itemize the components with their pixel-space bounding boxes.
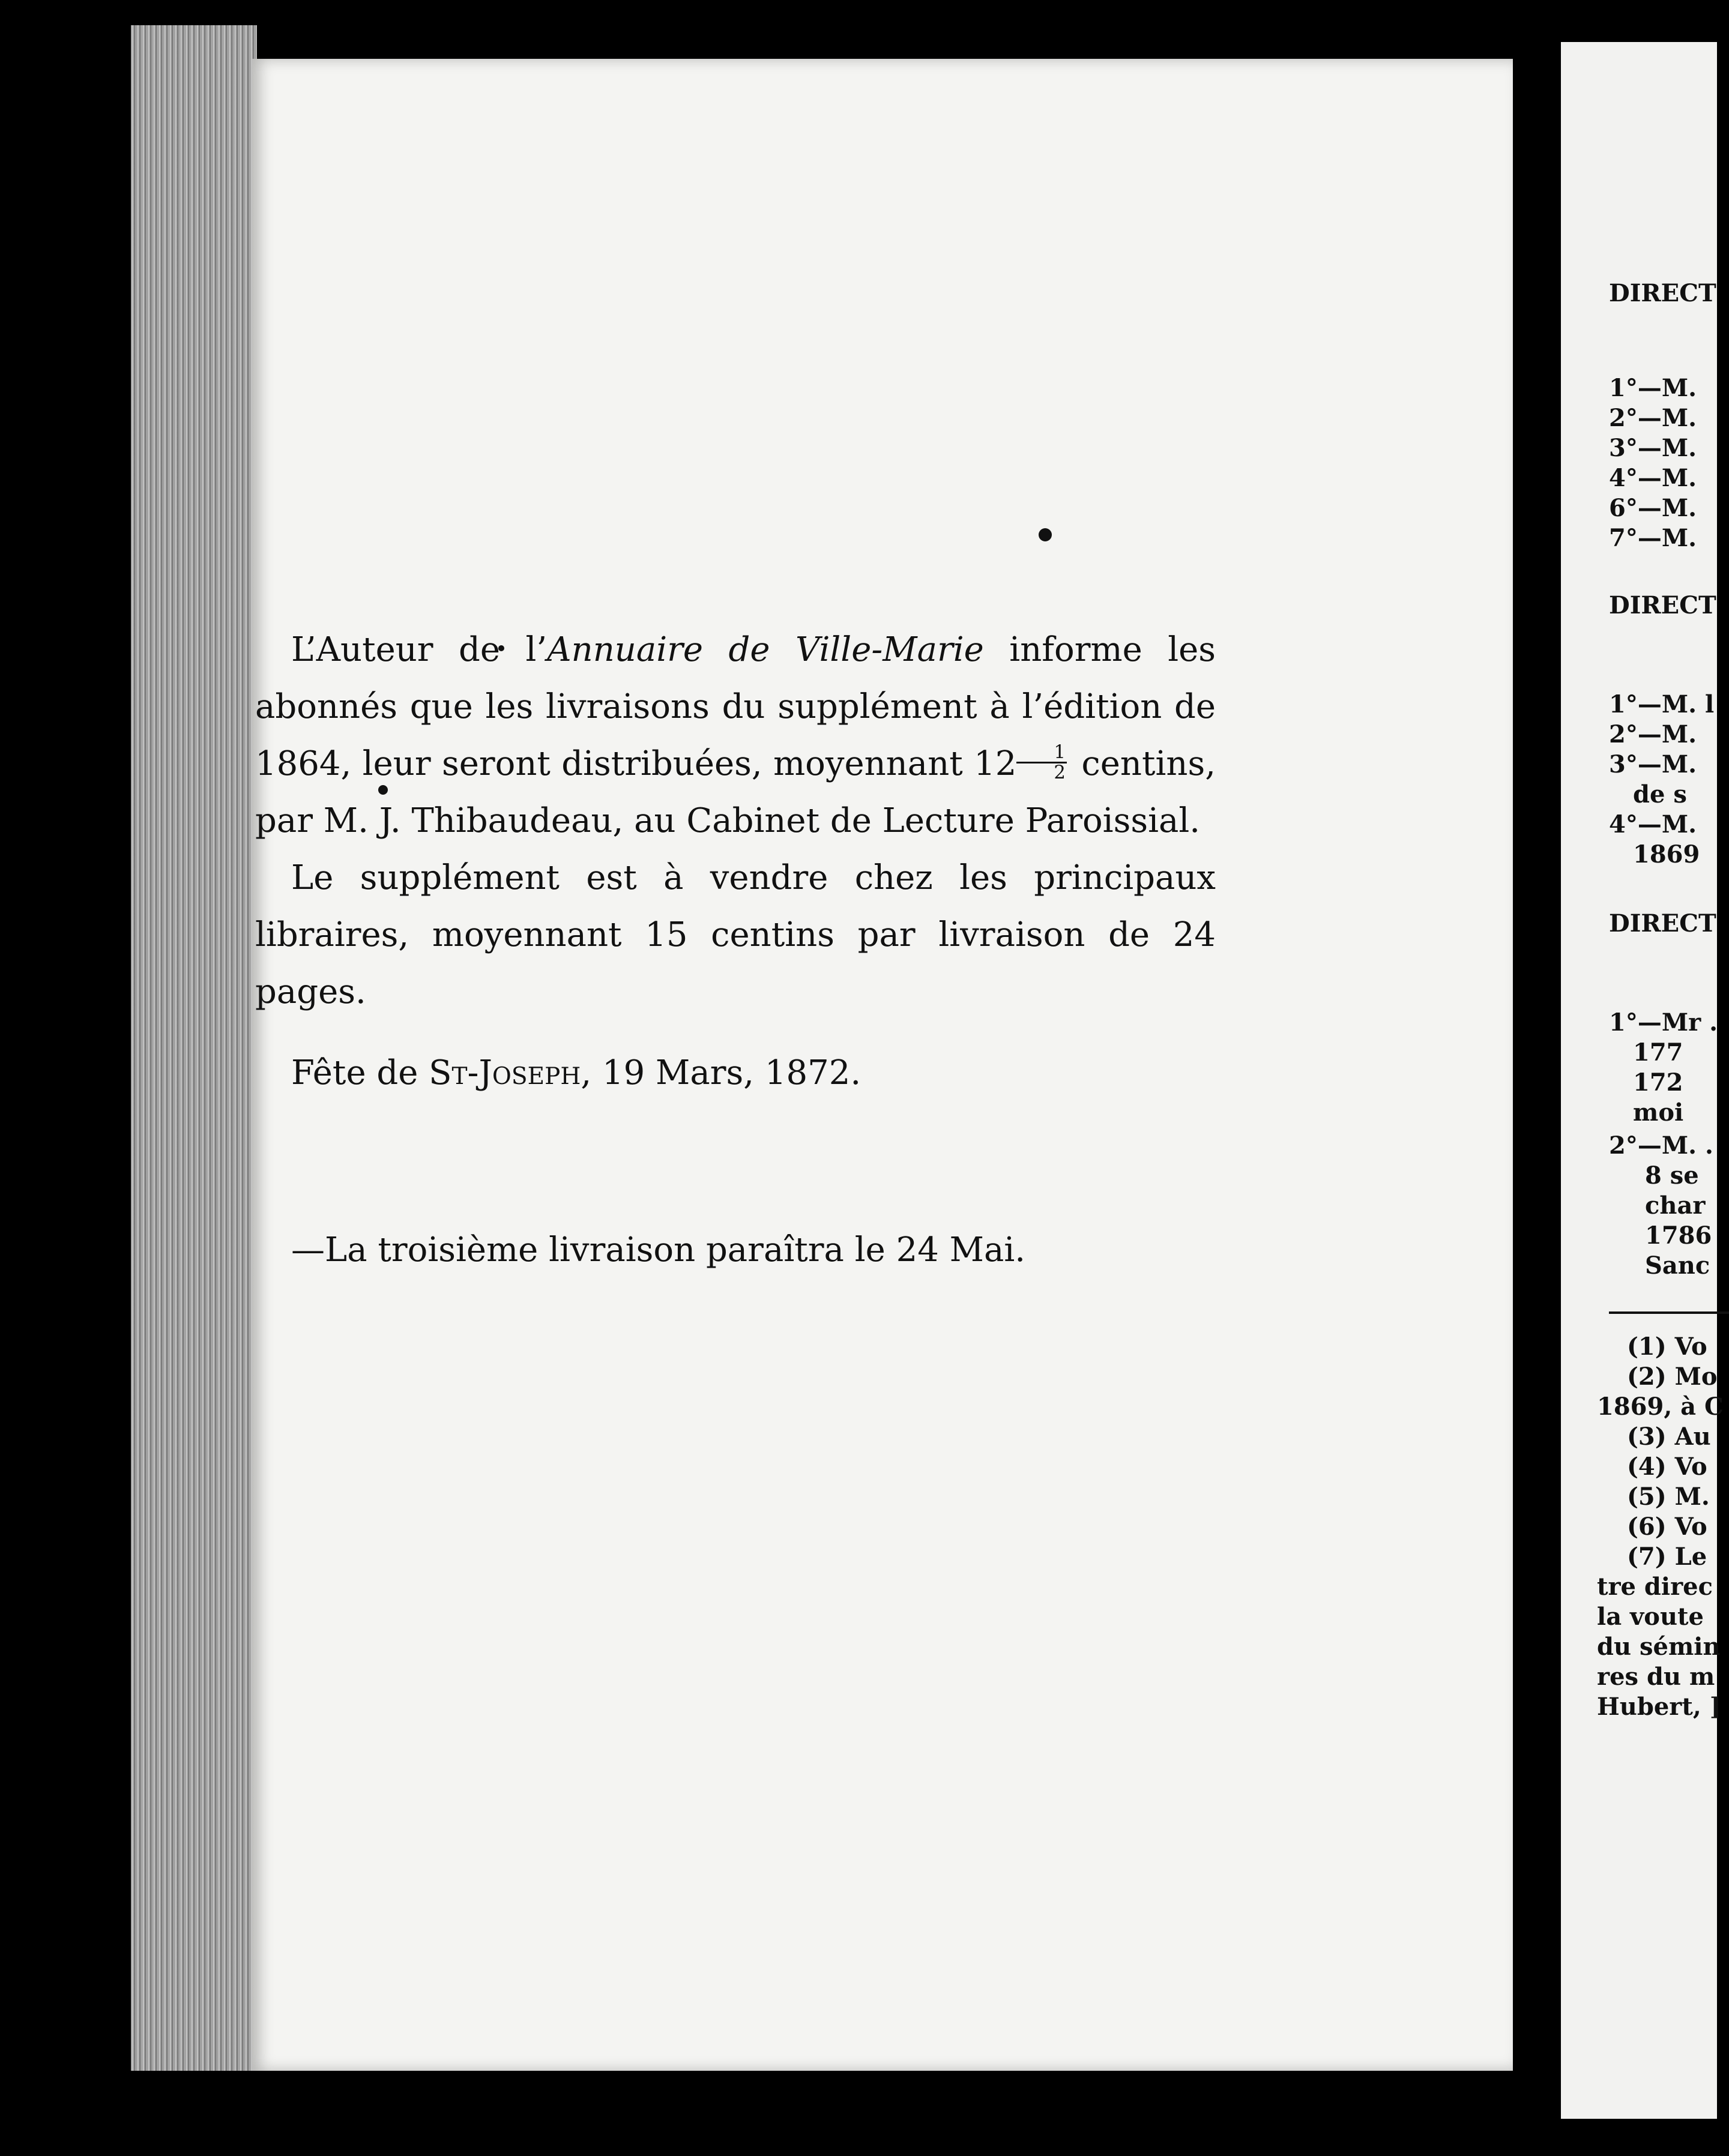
footnote-rule bbox=[1609, 1311, 1729, 1314]
para1-text-a: L’Auteur de l’ bbox=[291, 630, 548, 669]
dateline-date: , 19 Mars, 1872. bbox=[581, 1053, 861, 1092]
footnote-line: la voute bbox=[1597, 1603, 1704, 1631]
footnote-line: du sémin bbox=[1597, 1633, 1721, 1661]
annuaire-title: Annuaire de Ville-Marie bbox=[547, 630, 984, 669]
page-block-edge bbox=[131, 25, 257, 2071]
right-line: 2°—M. . bbox=[1609, 1131, 1713, 1160]
right-line: Sanc bbox=[1645, 1251, 1710, 1280]
footnote-line: (5) M. bbox=[1627, 1483, 1710, 1511]
right-line: 1°—M. l bbox=[1609, 690, 1715, 718]
right-line: DIRECT bbox=[1609, 279, 1716, 307]
footnote-line: (6) Vo bbox=[1627, 1513, 1707, 1541]
right-line: char bbox=[1645, 1191, 1706, 1220]
ink-speck bbox=[1039, 528, 1052, 541]
footnote-line: (3) Au bbox=[1627, 1423, 1711, 1451]
para1-text-c: centins, par M. J. Thibaudeau, au Cabinet de Lecture Paroissial. bbox=[255, 744, 1216, 840]
footnote-line: (4) Vo bbox=[1627, 1453, 1707, 1481]
paragraph-subscribers bbox=[255, 621, 1216, 849]
right-line: 1786 bbox=[1645, 1221, 1712, 1250]
footnote-line: Hubert, ] bbox=[1597, 1693, 1721, 1721]
dateline-prefix: Fête de bbox=[291, 1053, 429, 1092]
saint-name: St-Joseph bbox=[429, 1053, 581, 1092]
right-line: 4°—M. bbox=[1609, 464, 1697, 492]
footnote-line: tre direc bbox=[1597, 1573, 1713, 1601]
right-line: 1869 bbox=[1633, 840, 1700, 869]
dateline bbox=[255, 1044, 1216, 1101]
right-line: 8 se bbox=[1645, 1161, 1699, 1190]
notice-text-block bbox=[255, 621, 1216, 1278]
para1-text-b: informe les abonnés que les livraisons du supplément à l’édition de 1864, leur seront distribuées, moyennant bbox=[255, 630, 1216, 783]
fraction-denominator: 2 bbox=[1054, 762, 1066, 784]
footnote-line: (1) Vo bbox=[1627, 1332, 1707, 1361]
right-page-fragment bbox=[1561, 42, 1724, 2119]
footnote-line: res du m bbox=[1597, 1663, 1715, 1691]
third-issue-notice: —La troisième livraison paraîtra le 24 Mai. bbox=[291, 1230, 1026, 1269]
price-fraction bbox=[1016, 743, 1067, 782]
right-line: 2°—M. bbox=[1609, 720, 1697, 748]
right-line: 2°—M. bbox=[1609, 404, 1697, 432]
price-whole: 12 bbox=[974, 744, 1017, 783]
right-line: 3°—M. bbox=[1609, 434, 1697, 462]
right-line: 4°—M. bbox=[1609, 810, 1697, 839]
right-line: 1°—Mr . bbox=[1609, 1008, 1718, 1037]
right-line: 6°—M. bbox=[1609, 494, 1697, 522]
footnote-line: (7) Le bbox=[1627, 1543, 1707, 1571]
right-line: de s bbox=[1633, 780, 1687, 808]
right-line: 3°—M. bbox=[1609, 750, 1697, 778]
right-line: 172 bbox=[1633, 1068, 1683, 1097]
right-line: 7°—M. bbox=[1609, 524, 1697, 552]
fraction-numerator: 1 bbox=[1016, 743, 1067, 763]
right-line: DIRECT bbox=[1609, 909, 1716, 938]
paragraph-sale: Le supplément est à vendre chez les principaux libraires, moyennant 15 centins par livraison de 24 pages. bbox=[255, 858, 1216, 1011]
right-line: 1°—M. bbox=[1609, 374, 1697, 402]
footnote-line: 1869, à C bbox=[1597, 1393, 1724, 1421]
right-line: DIRECT bbox=[1609, 591, 1716, 619]
footnote-line: (2) Mo bbox=[1627, 1363, 1718, 1391]
right-line: 177 bbox=[1633, 1038, 1683, 1067]
right-line: moi bbox=[1633, 1098, 1684, 1127]
